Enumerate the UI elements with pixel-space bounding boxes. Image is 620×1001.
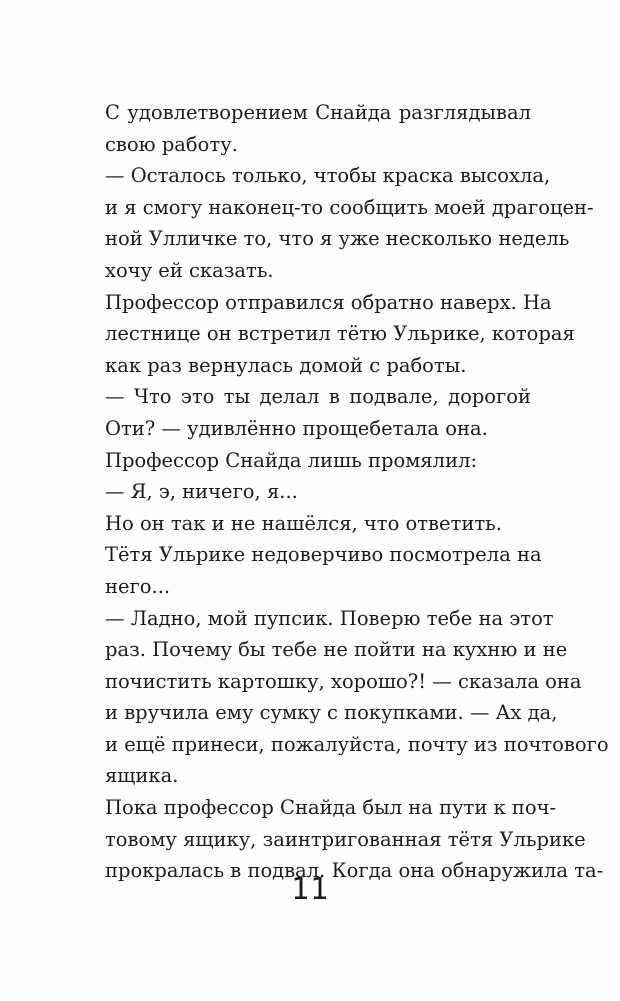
- text-line: — Я, э, ничего, я...: [105, 480, 298, 504]
- text-line: — Что это ты делал в подвале, дорогой: [105, 385, 531, 409]
- body-text: [93, 97, 609, 887]
- text-line: и вручила ему сумку с покупками. — Ах да,: [105, 701, 558, 725]
- text-line: Профессор отправился обратно наверх. На: [105, 290, 552, 314]
- text-line: и я смогу наконец-то сообщить моей драгоцен-: [105, 195, 594, 219]
- text-line: свою работу.: [105, 132, 238, 156]
- text-line: Тётя Ульрике недоверчиво посмотрела на: [105, 543, 542, 567]
- text-line: него...: [105, 574, 171, 598]
- paragraph: [93, 445, 531, 477]
- page-number: 11: [290, 872, 330, 907]
- paragraph: [93, 539, 542, 602]
- paragraph: [93, 287, 575, 382]
- text-line: и ещё принеси, пожалуйста, почту из почтового: [105, 732, 609, 756]
- text-line: С удовлетворением Снайда разглядывал: [105, 101, 531, 124]
- paragraph: [93, 381, 531, 444]
- paragraph: [93, 97, 531, 160]
- text-line: хочу ей сказать.: [105, 258, 274, 282]
- paragraph: [93, 508, 531, 540]
- paragraph: [93, 476, 531, 508]
- text-line: Профессор Снайда лишь промялил:: [105, 448, 478, 472]
- paragraph: [93, 160, 594, 286]
- text-line: почистить картошку, хорошо?! — сказала она: [105, 669, 582, 693]
- text-line: прокралась в подвал. Когда она обнаружила та-: [105, 859, 604, 883]
- text-line: лестнице он встретил тётю Ульрике, которая: [105, 322, 575, 346]
- text-line: ящика.: [105, 764, 179, 788]
- text-line: как раз вернулась домой с работы.: [105, 353, 467, 377]
- text-line: — Ладно, мой пупсик. Поверю тебе на этот: [105, 606, 554, 630]
- text-line: Но он так и не нашёлся, что ответить.: [105, 511, 502, 535]
- text-line: — Осталось только, чтобы краска высохла,: [105, 164, 551, 188]
- text-line: ной Улличке то, что я уже несколько недель: [105, 227, 570, 251]
- text-line: Пока профессор Снайда был на пути к поч-: [105, 796, 557, 820]
- text-line: товому ящику, заинтригованная тётя Ульрике: [105, 827, 586, 851]
- text-line: Оти? — удивлённо прощебетала она.: [105, 416, 488, 440]
- text-line: раз. Почему бы тебе не пойти на кухню и не: [105, 638, 568, 662]
- paragraph: [93, 603, 609, 793]
